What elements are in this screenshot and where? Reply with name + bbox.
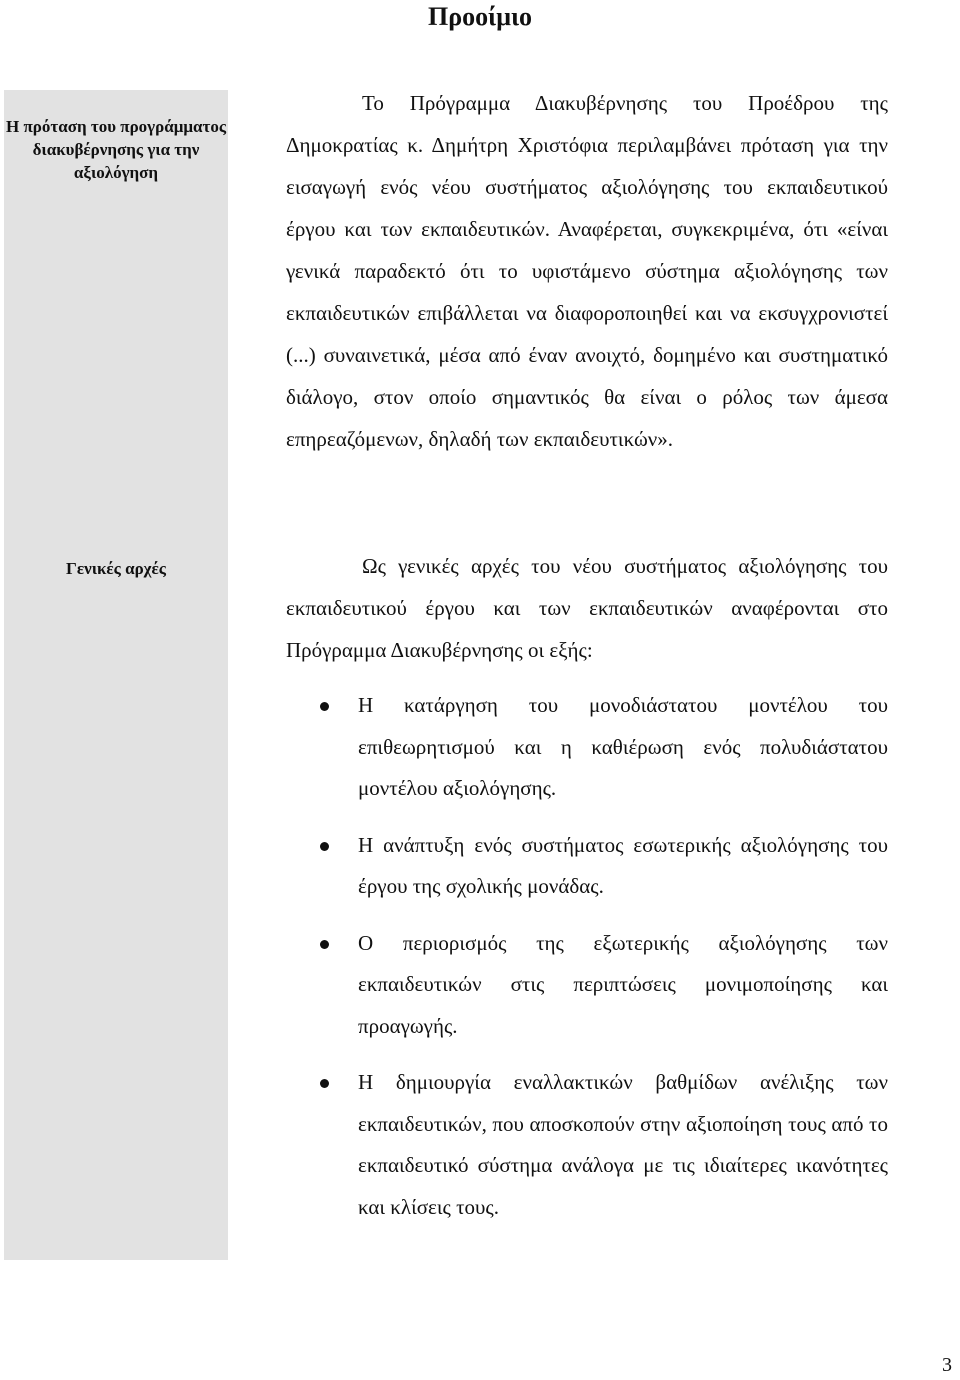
- bullet-icon: [320, 702, 329, 711]
- list-item-text: Η δημιουργία εναλλακτικών βαθμίδων ανέλιξης των εκπαιδευτικών, που αποσκοπούν στην αξιοποίηση τους από το εκπαιδευτικό σύστημα ανάλογα με τις ιδιαίτερες ικανότητες και κλίσεις τους.: [358, 1070, 888, 1219]
- list-item: [286, 825, 888, 908]
- list-item: [286, 923, 888, 1048]
- page-title: Προοίμιο: [428, 2, 532, 31]
- page-number: 3: [942, 1354, 952, 1376]
- body-section-principles: [286, 545, 888, 671]
- list-item-text: Η ανάπτυξη ενός συστήματος εσωτερικής αξιολόγησης του έργου της σχολικής μονάδας.: [358, 832, 888, 898]
- list-item-text: Η κατάργηση του μονοδιάστατου μοντέλου του επιθεωρητισμού και η καθιέρωση ενός πολυδιάστατου μοντέλου αξιολόγησης.: [358, 693, 888, 800]
- bullet-icon: [320, 1079, 329, 1088]
- bullet-icon: [320, 940, 329, 949]
- principles-list: [286, 685, 888, 1243]
- paragraph-principles: Ως γενικές αρχές του νέου συστήματος αξιολόγησης του εκπαιδευτικού έργου και των εκπαιδευτικών αναφέρονται στο Πρόγραμμα Διακυβέρνησης οι εξής:: [286, 554, 888, 662]
- list-item: [286, 685, 888, 810]
- list-item: [286, 1062, 888, 1228]
- margin-column: [4, 90, 228, 1260]
- bullet-icon: [320, 842, 329, 851]
- margin-note-proposal: Η πρόταση του προγράμματος διακυβέρνησης για την αξιολόγηση: [6, 117, 226, 182]
- margin-note-general-principles: Γενικές αρχές: [66, 559, 166, 578]
- body-section-intro: [286, 82, 888, 460]
- list-item-text: Ο περιορισμός της εξωτερικής αξιολόγησης των εκπαιδευτικών στις περιπτώσεις μονιμοποίησης και προαγωγής.: [358, 930, 888, 1038]
- paragraph-intro: Το Πρόγραμμα Διακυβέρνησης του Προέδρου της Δημοκρατίας κ. Δημήτρη Χριστόφια περιλαμβάνει πρόταση για την εισαγωγή ενός νέου συστήματος αξιολόγησης του εκπαιδευτικού έργου και των εκπαιδευτικών. Αναφέρεται, συγκεκριμένα, ότι «είναι γενικά παραδεκτό ότι το υφιστάμενο σύστημα αξιολόγησης των εκπαιδευτικών επιβάλλεται να διαφοροποιηθεί και να εκσυγχρονιστεί (...) συναινετικά, μέσα από έναν ανοιχτό, δομημένο και συστηματικό διάλογο, στον οποίο σημαντικός θα είναι ο ρόλος των άμεσα επηρεαζόμενων, δηλαδή των εκπαιδευτικών».: [286, 91, 888, 451]
